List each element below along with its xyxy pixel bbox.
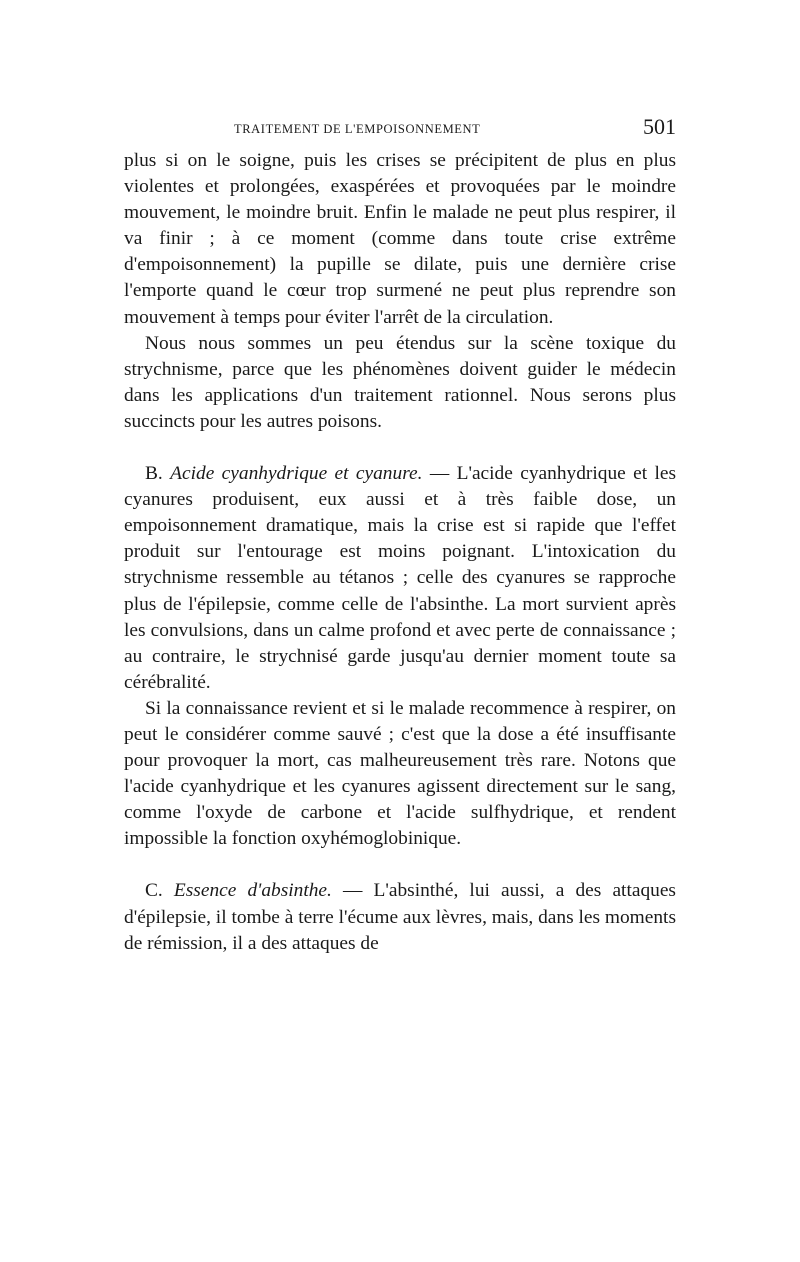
section-opening-paragraph	[124, 461, 676, 696]
section-letter: B.	[145, 463, 163, 485]
book-page	[124, 112, 676, 957]
paragraph: Si la connaissance revient et si le malade recommence à respirer, on peut le considérer comme sauvé ; c'est que la dose a été insuffisante pour provoquer la mort, cas malheureusement très rare. Notons que l'acide cyanhydrique et les cyanures agissent directement sur le sang, comme l'oxyde de carbone et l'acide sulfhydrique, et rendent impossible la fonction oxyhémoglobinique.	[124, 697, 676, 850]
page-number: 501	[643, 114, 676, 139]
body-text	[124, 148, 676, 957]
section-letter: C.	[145, 880, 163, 902]
running-head	[124, 112, 676, 148]
running-title: TRAITEMENT DE L'EMPOISONNEMENT	[234, 122, 481, 136]
section-text: — L'acide cyanhydrique et les cyanures produisent, eux aussi et à très faible dose, un empoisonnement dramatique, mais la crise est si rapide que l'effet produit sur l'entourage est moins poignant. L'intoxication du strychnisme ressemble au tétanos ; celle des cyanures se rapproche plus de l'épilepsie, comme celle de l'absinthe. La mort survient après les convulsions, dans un calme profond et avec perte de connaissance ; au contraire, le strychnisé garde jusqu'au dernier moment toute sa cérébralité.	[124, 463, 676, 693]
paragraph: Nous nous sommes un peu étendus sur la scène toxique du strychnisme, parce que les phénomènes doivent guider le médecin dans les applications d'un traitement rationnel. Nous serons plus succincts pour les autres poisons.	[124, 332, 676, 432]
section-cyanhydric-acid	[124, 461, 676, 852]
section-title: Acide cyanhydrique et cyanure.	[170, 463, 423, 485]
section-title: Essence d'absinthe.	[173, 880, 332, 902]
section-opening-paragraph	[124, 878, 676, 956]
section-text: — L'absinthé, lui aussi, a des attaques d'épilepsie, il tombe à terre l'écume aux lèvres, mais, dans les moments de rémission, il a des attaques de	[124, 880, 676, 954]
section-absinthe	[124, 878, 676, 956]
paragraph-continued: plus si on le soigne, puis les crises se précipitent de plus en plus violentes et prolongées, exaspérées et provoquées par le moindre mouvement, le moindre bruit. Enfin le malade ne peut plus respirer, il va finir ; à ce moment (comme dans toute crise extrême d'empoisonnement) la pupille se dilate, puis une dernière crise l'emporte quand le cœur trop surmené ne peut plus reprendre son mouvement à temps pour éviter l'arrêt de la circulation.	[124, 150, 676, 328]
